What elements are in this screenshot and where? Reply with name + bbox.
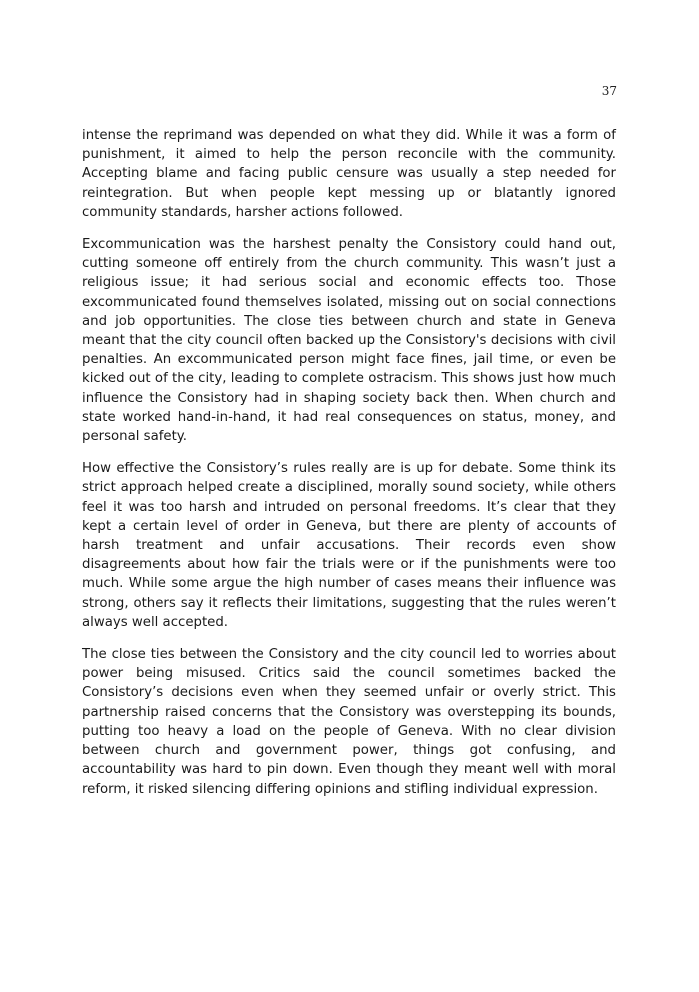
- page-number: 37: [601, 84, 617, 98]
- paragraph-1: intense the reprimand was depended on what they did. While it was a form of punishment, it aimed to help the person reconcile with the community. Accepting blame and facing public censure was usually a step needed for reintegration. But when people kept messing up or blatantly ignored community standards, harsher actions followed.: [82, 128, 616, 220]
- paragraph-2: Excommunication was the harshest penalty the Consistory could hand out, cutting someone off entirely from the church community. This wasn’t just a religious issue; it had serious social and economic effects too. Those excommunicated found themselves isolated, missing out on social connections and job opportunities. The close ties between church and state in Geneva meant that the city council often backed up the Consistory's decisions with civil penalties. An excommunicated person might face fines, jail time, or even be kicked out of the city, leading to complete ostracism. This shows just how much influence the Consistory had in shaping society back then. When church and state worked hand-in-hand, it had real consequences on status, money, and personal safety.: [82, 237, 616, 445]
- paragraph-3: How effective the Consistory’s rules really are is up for debate. Some think its strict approach helped create a disciplined, morally sound society, while others feel it was too harsh and intruded on personal freedoms. It’s clear that they kept a certain level of order in Geneva, but there are plenty of accounts of harsh treatment and unfair accusations. Their records even show disagreements about how fair the trials were or if the punishments were too much. While some argue the high number of cases means their influence was strong, others say it reflects their limitations, suggesting that the rules weren’t always well accepted.: [82, 461, 616, 630]
- body-text: [82, 126, 616, 812]
- paragraph-4: The close ties between the Consistory and the city council led to worries about power being misused. Critics said the council sometimes backed the Consistory’s decisions even when they seemed unfair or overly strict. This partnership raised concerns that the Consistory was overstepping its bounds, putting too heavy a load on the people of Geneva. With no clear division between church and government power, things got confusing, and accountability was hard to pin down. Even though they meant well with moral reform, it risked silencing differing opinions and stifling individual expression.: [82, 647, 616, 797]
